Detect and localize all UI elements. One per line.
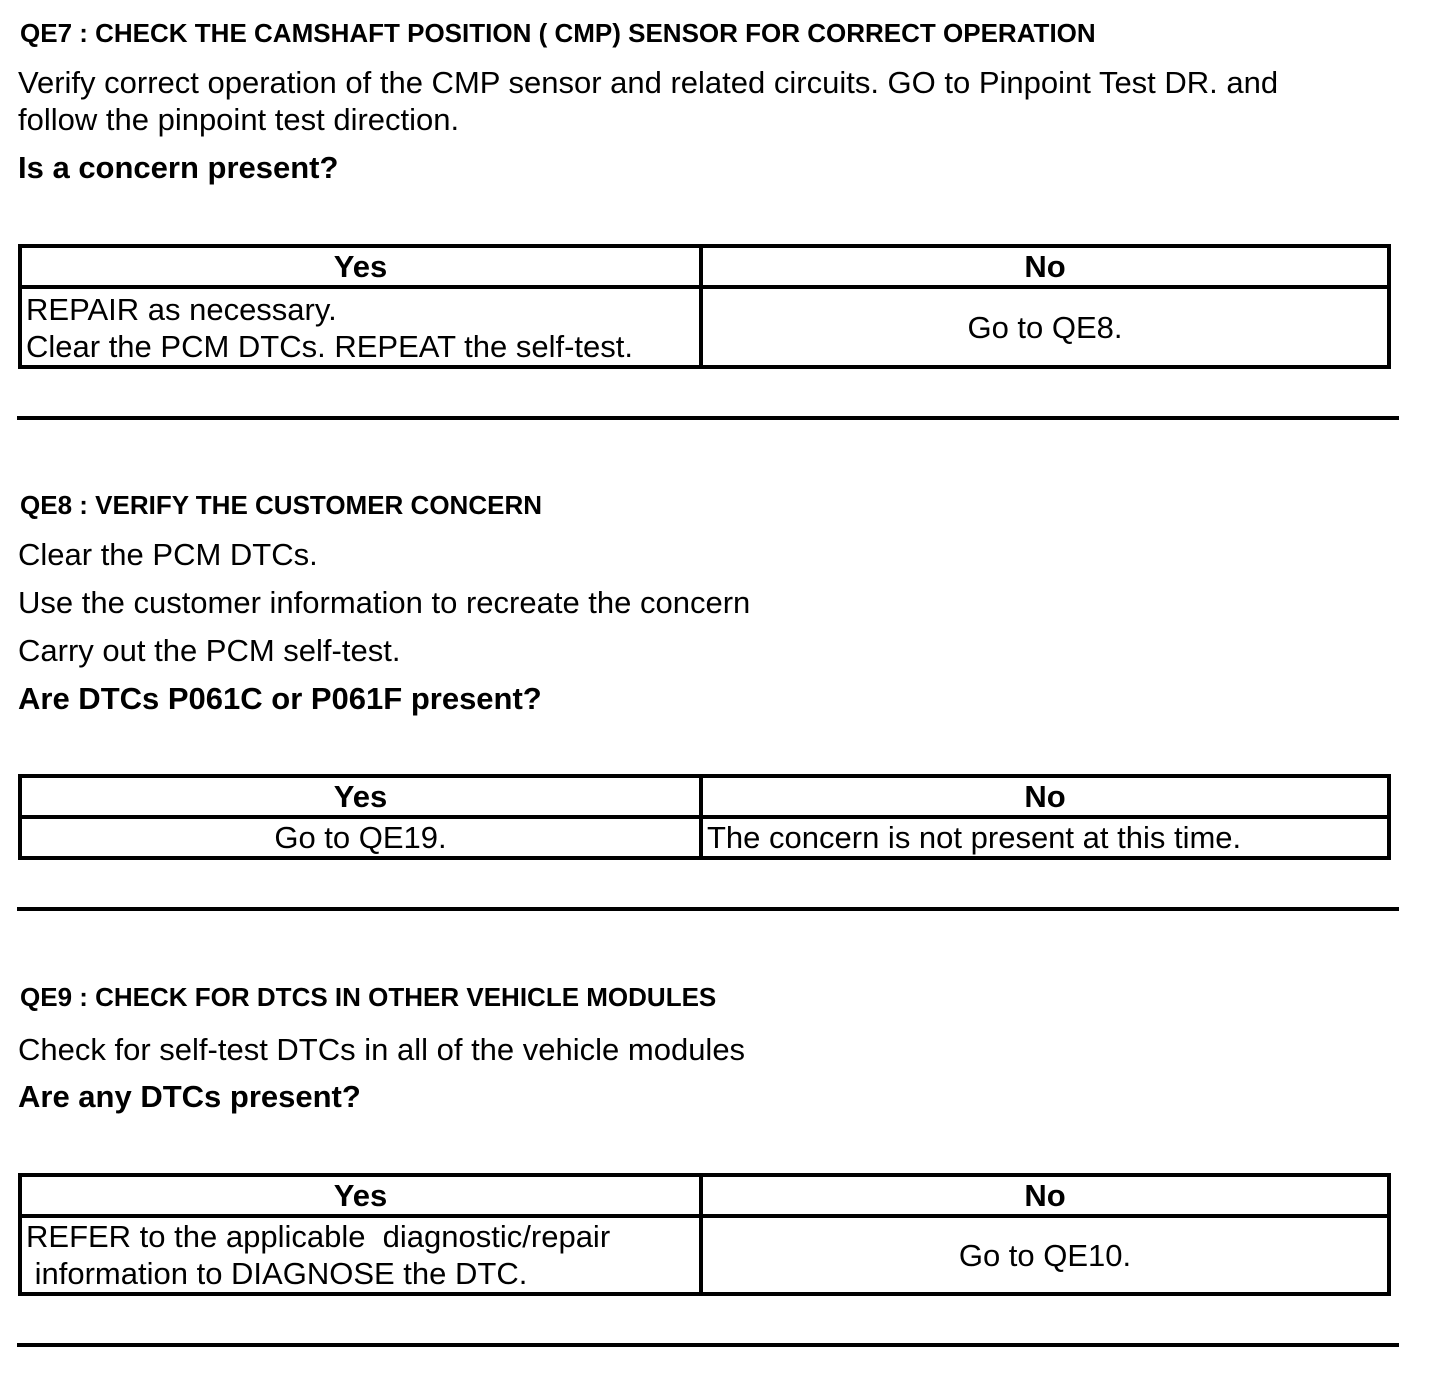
qe9-heading: QE9 : CHECK FOR DTCS IN OTHER VEHICLE MODULES (20, 982, 717, 1012)
qe7-yes-cell (20, 287, 701, 367)
qe8-question: Are DTCs P061C or P061F present? (18, 681, 542, 716)
section-divider-1 (17, 416, 1399, 420)
qe9-question: Are any DTCs present? (18, 1079, 361, 1114)
qe8-body-line-3: Carry out the PCM self-test. (18, 633, 401, 668)
qe9-body-line-1: Check for self-test DTCs in all of the vehicle modules (18, 1032, 746, 1067)
qe8-no-cell: The concern is not present at this time. (701, 817, 1389, 858)
qe9-no-cell: Go to QE10. (701, 1216, 1389, 1294)
qe7-answer-table (18, 244, 1391, 369)
qe7-body-line-2: follow the pinpoint test direction. (18, 102, 460, 137)
qe8-yes-header: Yes (20, 776, 701, 817)
qe8-answer-table (18, 774, 1391, 860)
qe9-yes-header: Yes (20, 1175, 701, 1216)
qe8-body-line-1: Clear the PCM DTCs. (18, 537, 318, 572)
qe7-yes-header: Yes (20, 246, 701, 287)
qe7-body-line-1: Verify correct operation of the CMP sensor and related circuits. GO to Pinpoint Test DR. and (18, 65, 1279, 100)
qe8-yes-cell: Go to QE19. (20, 817, 701, 858)
qe9-no-header: No (701, 1175, 1389, 1216)
qe7-yes-line-1: REPAIR as necessary. (26, 292, 337, 327)
section-divider-3 (17, 1343, 1399, 1347)
qe9-answer-table (18, 1173, 1391, 1296)
qe9-yes-line-1: REFER to the applicable diagnostic/repair (26, 1219, 611, 1254)
qe7-no-cell: Go to QE8. (701, 287, 1389, 367)
qe8-heading: QE8 : VERIFY THE CUSTOMER CONCERN (20, 490, 542, 520)
section-divider-2 (17, 907, 1399, 911)
qe8-no-header: No (701, 776, 1389, 817)
qe7-no-header: No (701, 246, 1389, 287)
qe9-yes-cell (20, 1216, 701, 1294)
qe7-question: Is a concern present? (18, 150, 339, 185)
qe7-heading: QE7 : CHECK THE CAMSHAFT POSITION ( CMP) SENSOR FOR CORRECT OPERATION (20, 18, 1096, 48)
qe8-body-line-2: Use the customer information to recreate the concern (18, 585, 751, 620)
qe9-yes-line-2: information to DIAGNOSE the DTC. (26, 1256, 528, 1291)
qe7-yes-line-2: Clear the PCM DTCs. REPEAT the self-test. (26, 329, 633, 364)
